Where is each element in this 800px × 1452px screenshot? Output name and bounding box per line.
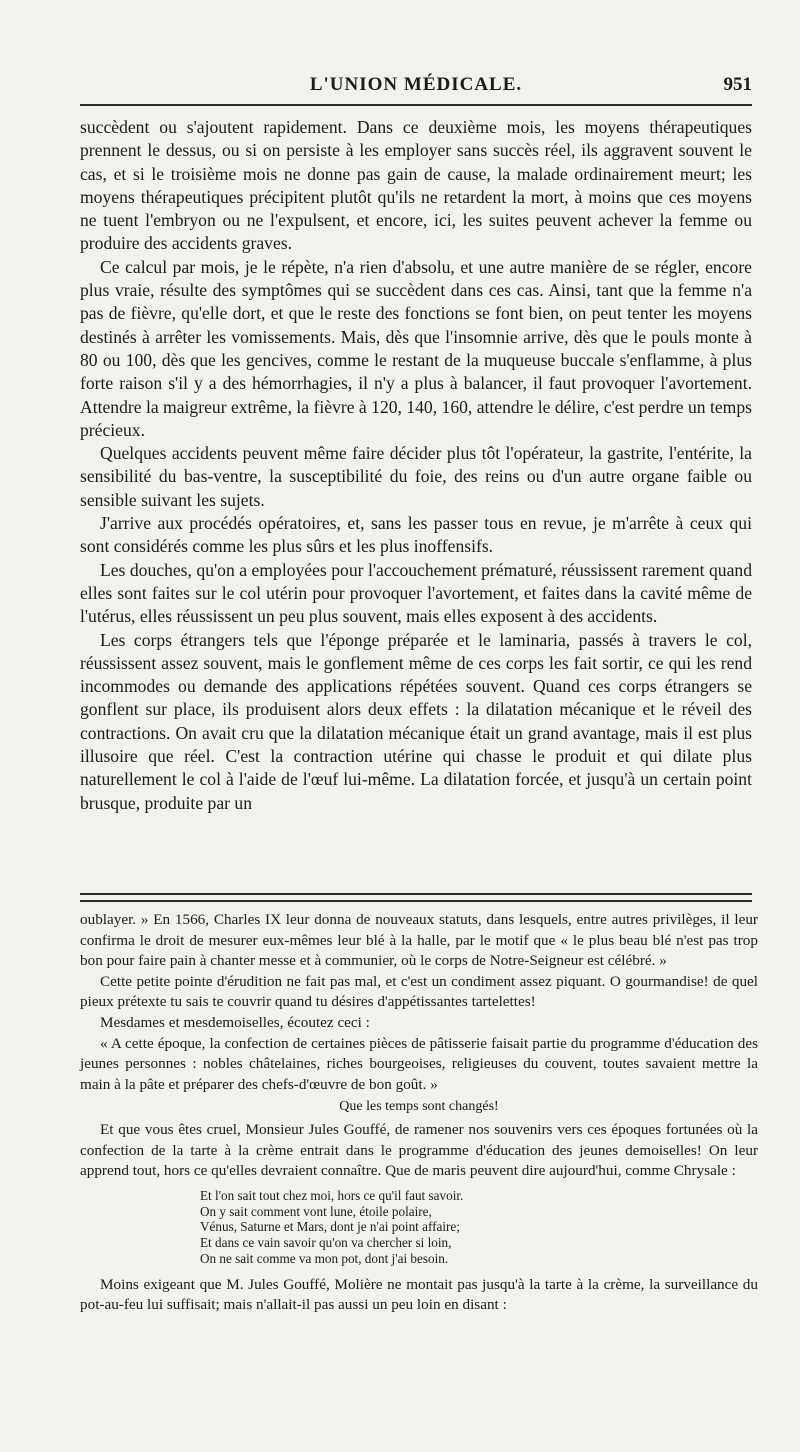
verse-line: On y sait comment vont lune, étoile polaire, <box>200 1203 432 1219</box>
feuilleton-quote: « A cette époque, la confection de certaines pièces de pâtisserie faisait partie du programme d'éducation des jeunes personnes : nobles châtelaines, riches bourgeoises, religieuses du couvent, toutes savaient mettre la main à la pâte et préparer des chefs-d'œuvre de bon goût. » <box>80 1034 758 1093</box>
verse-line: Et dans ce vain savoir qu'on va chercher si loin, <box>200 1235 452 1251</box>
verse-line: Vénus, Saturne et Mars, dont je n'ai point affaire; <box>200 1219 460 1235</box>
feuilleton-separator <box>80 893 752 902</box>
verse-quote <box>200 1188 758 1267</box>
article-paragraph: Les corps étrangers tels que l'éponge préparée et le laminaria, passés à travers le col, réussissent assez souvent, mais le gonflement même de ces corps les fait sortir, ce qui les rend incommodes ou demande des applications répétées souvent. Quand ces corps étrangers se gonflent sur place, ils produisent alors deux effets : la dilatation mécanique et le réveil des contractions. On avait cru que la dilatation mécanique était un grand avantage, mais il est plus illusoire que réel. C'est la contraction utérine qui chasse le produit et qui dilate plus naturellement le col à l'aide de l'œuf lui-même. La dilatation forcée, et jusqu'à un certain point brusque, produite par un <box>80 629 752 813</box>
verse-line: On ne sait comme va mon pot, dont j'ai besoin. <box>200 1250 449 1266</box>
feuilleton-section <box>80 910 758 1316</box>
feuilleton-paragraph: Moins exigeant que M. Jules Gouffé, Molière ne montait pas jusqu'à la tarte à la crème, la surveillance du pot-au-feu lui suffisait; mais n'allait-il pas aussi un peu loin en disant : <box>80 1275 758 1314</box>
main-article <box>80 116 752 815</box>
feuilleton-paragraph: Mesdames et mesdemoiselles, écoutez ceci : <box>100 1013 370 1031</box>
journal-title: L'UNION MÉDICALE. <box>309 74 523 95</box>
page-number: 951 <box>723 74 752 95</box>
feuilleton-paragraph: Cette petite pointe d'érudition ne fait pas mal, et c'est un condiment assez piquant. O gourmandise! de quel pieux prétexte tu sais te couvrir quand tu désires d'appétissantes tartelettes! <box>80 972 758 1011</box>
article-paragraph: Quelques accidents peuvent même faire décider plus tôt l'opérateur, la gastrite, l'entérite, la sensibilité du bas-ventre, la susceptibilité du foie, des reins ou d'un autre organe faible ou sensible suivant les sujets. <box>80 443 752 510</box>
article-paragraph: Ce calcul par mois, je le répète, n'a rien d'absolu, et une autre manière de se régler, encore plus vraie, résulte des symptômes qui se succèdent dans ces cas. Ainsi, tant que la femme n'a pas de fièvre, qu'elle dort, et que le reste des fonctions se font bien, on peut tenter les moyens destinés à arrêter les vomissements. Mais, dès que l'insomnie arrive, dès que le pouls monte à 80 ou 100, dès que les gencives, comme le restant de la muqueuse buccale s'enflamme, à plus forte raison s'il y a des hémorrhagies, il n'y a plus à balancer, il faut provoquer l'avortement. Attendre la maigreur extrême, la fièvre à 120, 140, 160, attendre le délire, c'est perdre un temps précieux. <box>80 256 752 440</box>
article-paragraph: J'arrive aux procédés opératoires, et, sans les passer tous en revue, je m'arrête à ceux qui sont considérés comme les plus sûrs et les plus inoffensifs. <box>80 513 752 557</box>
header-rule <box>80 104 752 106</box>
article-paragraph: Les douches, qu'on a employées pour l'accouchement prématuré, réussissent rarement quand elles sont faites sur le col utérin pour provoquer l'avortement, et faites dans la cavité même de l'utérus, elles réussissent un peu plus souvent, mais elles exposent à des accidents. <box>80 559 752 627</box>
article-paragraph: succèdent ou s'ajoutent rapidement. Dans ce deuxième mois, les moyens thérapeutiques prennent le dessus, ou si on persiste à les employer sans succès réel, ils aggravent souvent le cas, et si le troisième mois ne donne pas gain de cause, la malade ordinairement meurt; les moyens thérapeutiques précipitent plutôt qu'ils ne retardent la mort, à moins que ces moyens ne tuent l'embryon ou ne l'expulsent, et encore, ici, les suites peuvent achever la femme ou produire des accidents graves. <box>80 117 752 254</box>
feuilleton-paragraph: Et que vous êtes cruel, Monsieur Jules Gouffé, de ramener nos souvenirs vers ces époques fortunées où la confection de la tarte à la crème entrait dans le programme d'éducation des jeunes demoiselles! On leur apprend tout, hors ce qu'elles devraient connaître. Que de maris peuvent dire aujourd'hui, comme Chrysale : <box>80 1120 758 1180</box>
feuilleton-paragraph: oublayer. » En 1566, Charles IX leur donna de nouveaux statuts, dans lesquels, entre autres privilèges, il leur confirma le droit de mesurer eux-mêmes leur blé à la halle, par le motif que « le plus beau blé n'est pas trop bon pour faire pain à chanter messe et à communier, où le corps de Notre-Seigneur est célébré. » <box>80 911 758 970</box>
verse-line: Et l'on sait tout chez moi, hors ce qu'il faut savoir. <box>200 1187 464 1203</box>
page-header <box>80 70 752 104</box>
feuilleton-exclamation: Que les temps sont changés! <box>339 1099 499 1115</box>
